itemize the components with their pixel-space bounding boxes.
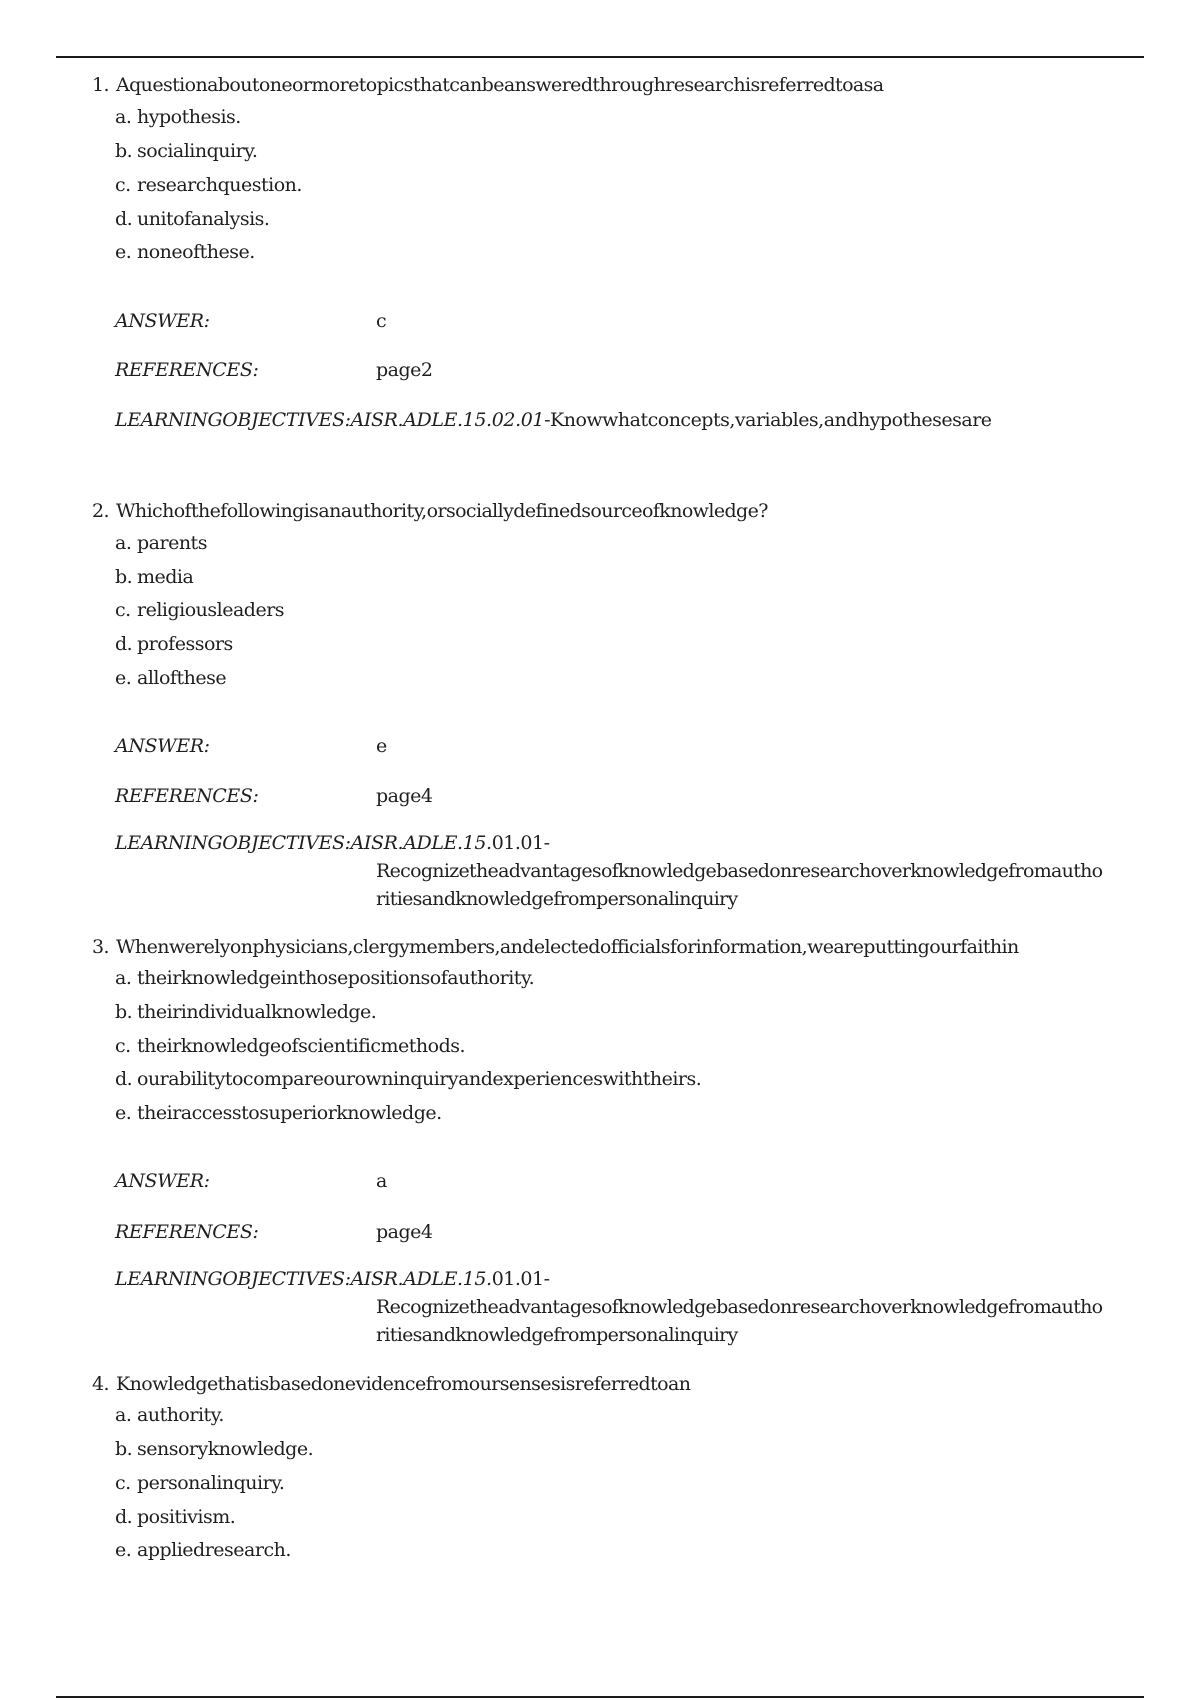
learning-objectives bbox=[115, 409, 992, 431]
option-a: a. authority. bbox=[115, 1404, 224, 1426]
question-stem bbox=[92, 1373, 690, 1395]
question-text: Knowledgethatisbasedonevidencefromoursensesisreferredtoan bbox=[116, 1373, 691, 1395]
question-number: 4. bbox=[92, 1373, 109, 1395]
learning-objective-text: Recognizetheadvantagesofknowledgebasedonresearchoverknowledgefromautho bbox=[376, 1296, 1103, 1318]
learning-objectives bbox=[115, 832, 550, 854]
option-e: e. appliedresearch. bbox=[115, 1539, 291, 1561]
option-e: e. noneofthese. bbox=[115, 241, 255, 263]
option-c: c. researchquestion. bbox=[115, 174, 302, 196]
learning-objective-text: -Knowwhatconcepts,variables,andhypothesesare bbox=[544, 409, 992, 431]
answer-value: a bbox=[376, 1170, 387, 1192]
references-value: page4 bbox=[376, 785, 433, 807]
option-e: e. theiraccesstosuperiorknowledge. bbox=[115, 1102, 442, 1124]
option-a: a. theirknowledgeinthosepositionsofauthority. bbox=[115, 967, 535, 989]
option-c: c. personalinquiry. bbox=[115, 1472, 285, 1494]
question-stem bbox=[92, 936, 1019, 958]
learning-objective-text-cont: ritiesandknowledgefrompersonalinquiry bbox=[376, 1324, 738, 1346]
answer-value: c bbox=[376, 310, 387, 332]
answer-value: e bbox=[376, 735, 387, 757]
learning-objective-code: AISR.ADLE.15. bbox=[350, 1268, 492, 1290]
question-number: 3. bbox=[92, 936, 109, 958]
option-d: d. professors bbox=[115, 633, 233, 655]
references-label: REFERENCES: bbox=[115, 359, 259, 381]
learning-objectives-label: LEARNINGOBJECTIVES: bbox=[115, 832, 351, 854]
option-b: b. media bbox=[115, 566, 194, 588]
option-c: c. religiousleaders bbox=[115, 599, 285, 621]
answer-label: ANSWER: bbox=[115, 735, 210, 757]
question-number: 2. bbox=[92, 500, 109, 522]
learning-objective-text-cont: ritiesandknowledgefrompersonalinquiry bbox=[376, 888, 738, 910]
option-d: d. positivism. bbox=[115, 1506, 236, 1528]
question-stem bbox=[92, 74, 884, 96]
references-label: REFERENCES: bbox=[115, 1221, 259, 1243]
bottom-rule bbox=[56, 1696, 1144, 1698]
learning-objectives-label: LEARNINGOBJECTIVES: bbox=[115, 409, 351, 431]
option-b: b. socialinquiry. bbox=[115, 140, 258, 162]
learning-objective-code: AISR.ADLE.15.02.01 bbox=[350, 409, 545, 431]
question-text: Whichofthefollowingisanauthority,orsociallydefinedsourceofknowledge? bbox=[116, 500, 768, 522]
learning-objective-code: AISR.ADLE.15. bbox=[350, 832, 492, 854]
learning-objectives bbox=[115, 1268, 550, 1290]
option-e: e. allofthese bbox=[115, 667, 227, 689]
top-rule bbox=[56, 56, 1144, 58]
option-c: c. theirknowledgeofscientificmethods. bbox=[115, 1035, 466, 1057]
option-b: b. sensoryknowledge. bbox=[115, 1438, 314, 1460]
references-label: REFERENCES: bbox=[115, 785, 259, 807]
answer-label: ANSWER: bbox=[115, 1170, 210, 1192]
learning-objective-code-tail: 01.01- bbox=[491, 1268, 550, 1290]
learning-objective-code-tail: 01.01- bbox=[491, 832, 550, 854]
question-text: Whenwerelyonphysicians,clergymembers,andelectedofficialsforinformation,weareputtingourfaithin bbox=[116, 936, 1019, 958]
option-d: d. unitofanalysis. bbox=[115, 208, 270, 230]
references-value: page4 bbox=[376, 1221, 433, 1243]
option-a: a. parents bbox=[115, 532, 207, 554]
question-number: 1. bbox=[92, 74, 109, 96]
answer-label: ANSWER: bbox=[115, 310, 210, 332]
option-d: d. ourabilitytocompareourowninquiryandexperienceswiththeirs. bbox=[115, 1068, 702, 1090]
question-stem bbox=[92, 500, 768, 522]
question-text: Aquestionaboutoneormoretopicsthatcanbeansweredthroughresearchisreferredtoasa bbox=[116, 74, 884, 96]
references-value: page2 bbox=[376, 359, 433, 381]
option-b: b. theirindividualknowledge. bbox=[115, 1001, 377, 1023]
learning-objective-text: Recognizetheadvantagesofknowledgebasedonresearchoverknowledgefromautho bbox=[376, 860, 1103, 882]
learning-objectives-label: LEARNINGOBJECTIVES: bbox=[115, 1268, 351, 1290]
option-a: a. hypothesis. bbox=[115, 106, 241, 128]
